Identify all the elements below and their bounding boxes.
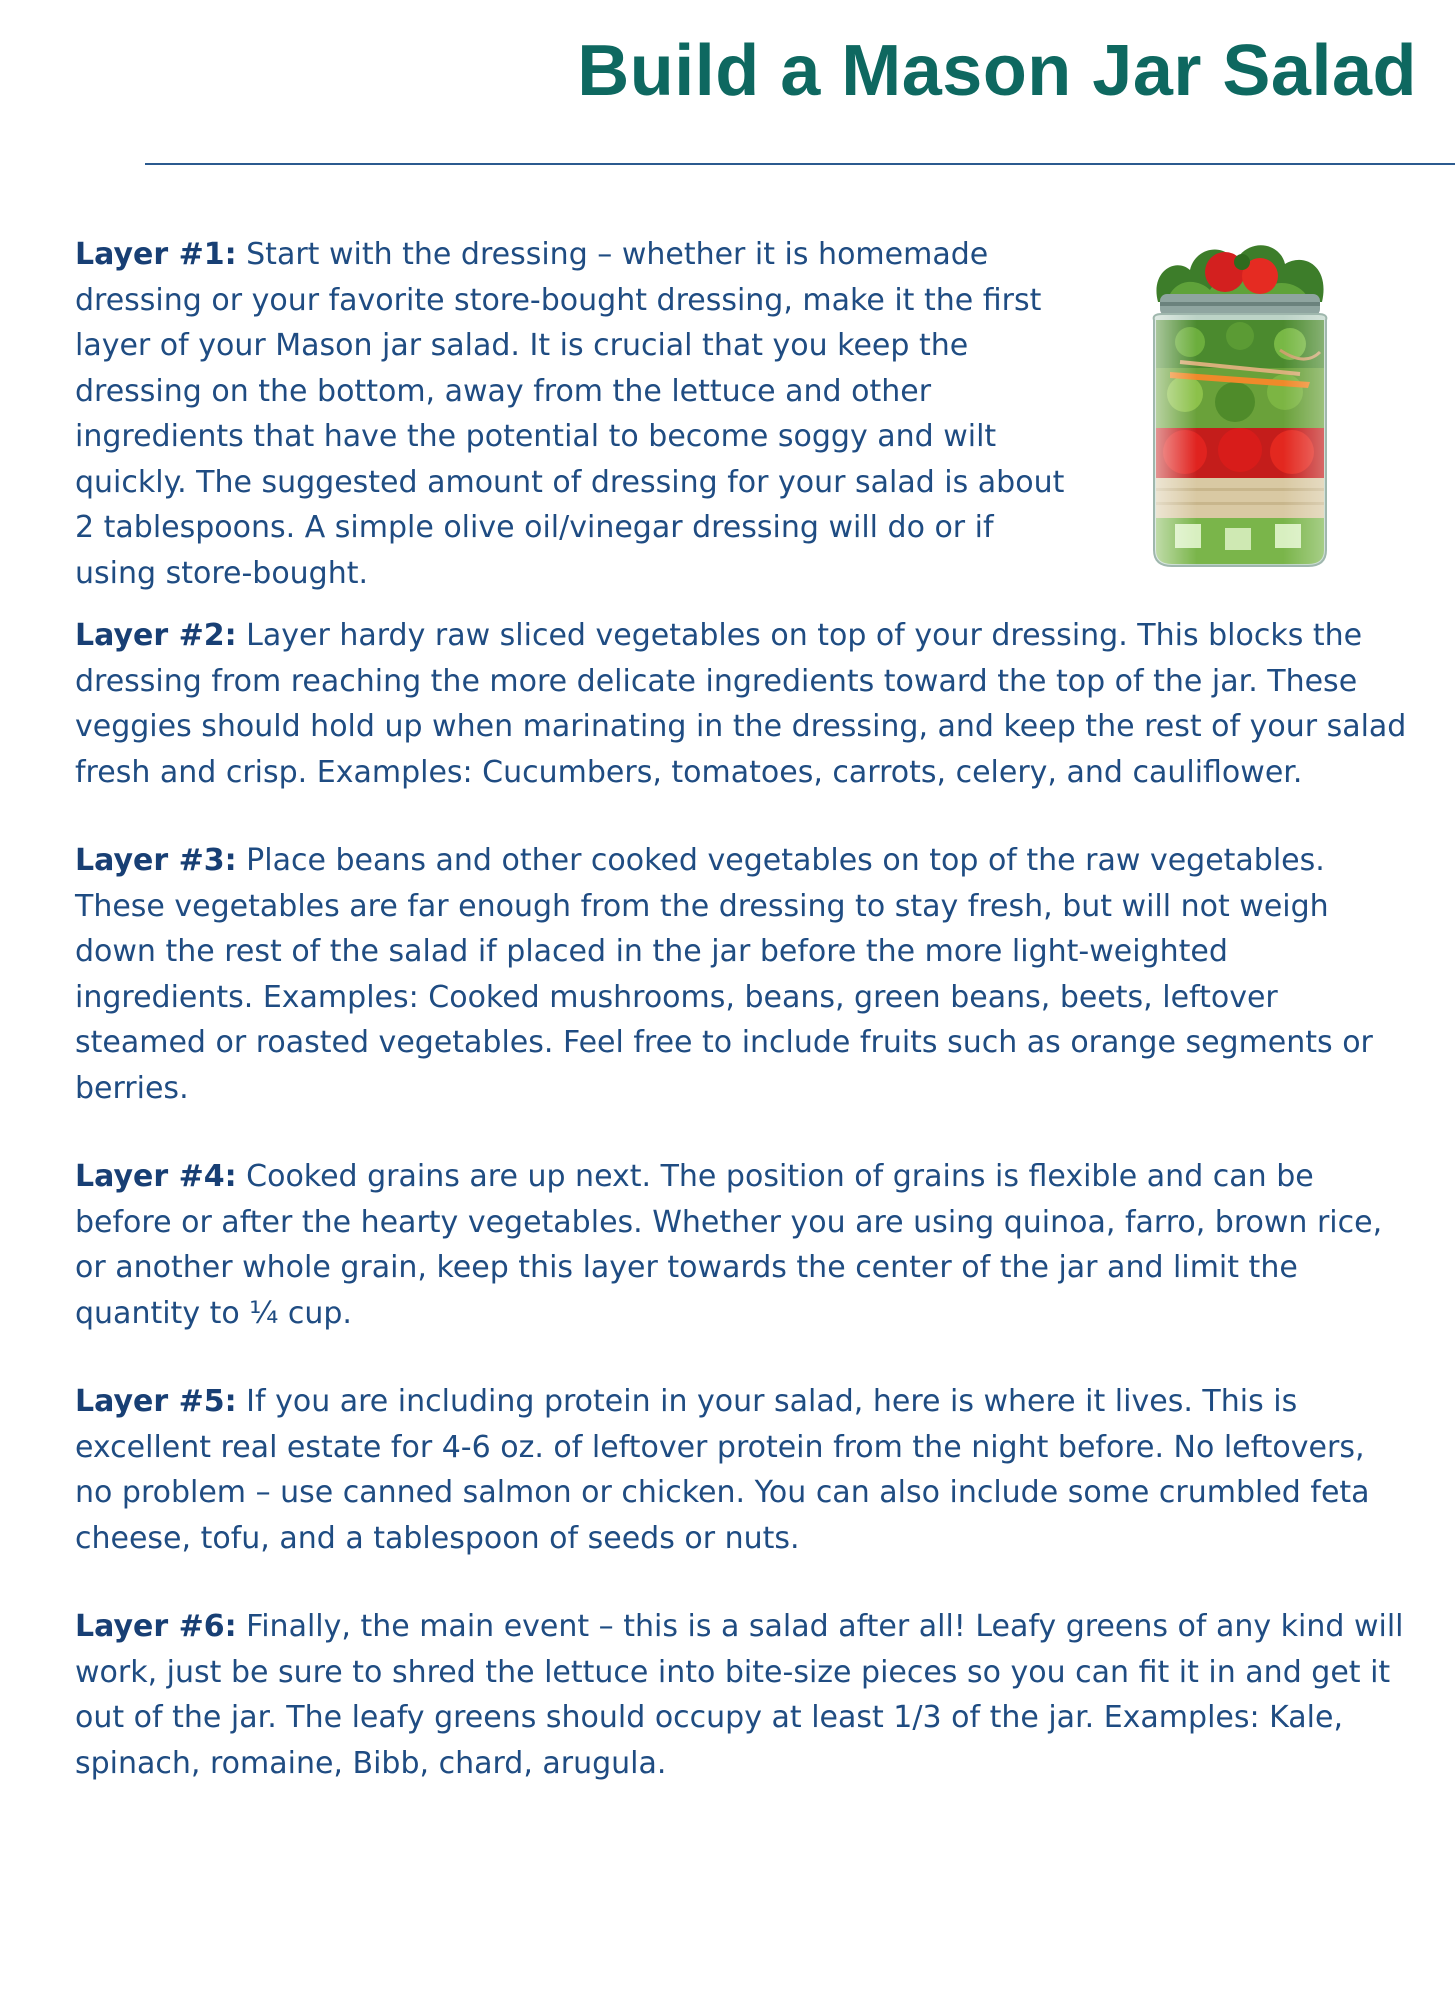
- layer-4-label: Layer #4:: [75, 1159, 237, 1194]
- layer-5-paragraph: [75, 1379, 1410, 1561]
- layer-1-paragraph: [75, 232, 1070, 596]
- layers-content: [75, 232, 1410, 1829]
- layer-5-text: If you are including protein in your salad, here is where it lives. This is excellent real estate for 4-6 oz. of leftover protein from the night before. No leftovers, no problem – use canned salmon or chicken. You can also include some crumbled feta cheese, tofu, and a tablespoon of seeds or nuts.: [75, 1384, 1370, 1556]
- layer-4-paragraph: [75, 1154, 1410, 1336]
- page-title: Build a Mason Jar Salad: [577, 31, 1417, 111]
- layer-2-paragraph: [75, 613, 1410, 795]
- title-divider: [145, 163, 1455, 165]
- layer-1-text: Start with the dressing – whether it is homemade dressing or your favorite store-bought dressing, make it the first layer of your Mason jar salad. It is crucial that you keep the dressing on the bottom, away from the lettuce and other ingredients that have the potential to become soggy and wilt quickly. The suggested amount of dressing for your salad is about 2 tablespoons. A simple olive oil/vinegar dressing will do or if using store-bought.: [75, 237, 1065, 591]
- layer-3-text: Place beans and other cooked vegetables on top of the raw vegetables. These vegetables are far enough from the dressing to stay fresh, but will not weigh down the rest of the salad if placed in the jar before the more light-weighted ingredients. Examples: Cooked mushrooms, beans, green beans, beets, leftover steamed or roasted vegetables. Feel free to include fruits such as orange segments or berries.: [75, 843, 1373, 1106]
- layer-4-text: Cooked grains are up next. The position of grains is flexible and can be before or after the hearty vegetables. Whether you are using quinoa, farro, brown rice, or another whole grain, keep this layer towards the center of the jar and limit the quantity to ¼ cup.: [75, 1159, 1383, 1331]
- layer-3-label: Layer #3:: [75, 843, 237, 878]
- layer-2-text: Layer hardy raw sliced vegetables on top of your dressing. This blocks the dressing from reaching the more delicate ingredients toward the top of the jar. These veggies should hold up when marinating in the dressing, and keep the rest of your salad fresh and crisp. Examples: Cucumbers, tomatoes, carrots, celery, and cauliflower.: [75, 618, 1407, 790]
- layer-6-paragraph: [75, 1604, 1410, 1786]
- layer-2-label: Layer #2:: [75, 618, 237, 653]
- layer-1-label: Layer #1:: [75, 237, 237, 272]
- layer-5-label: Layer #5:: [75, 1384, 237, 1419]
- layer-6-text: Finally, the main event – this is a salad after all! Leafy greens of any kind will work, just be sure to shred the lettuce into bite-size pieces so you can fit it in and get it out of the jar. The leafy greens should occupy at least 1/3 of the jar. Examples: Kale, spinach, romaine, Bibb, chard, arugula.: [75, 1609, 1404, 1781]
- layer-3-paragraph: [75, 838, 1410, 1111]
- layer-6-label: Layer #6:: [75, 1609, 237, 1644]
